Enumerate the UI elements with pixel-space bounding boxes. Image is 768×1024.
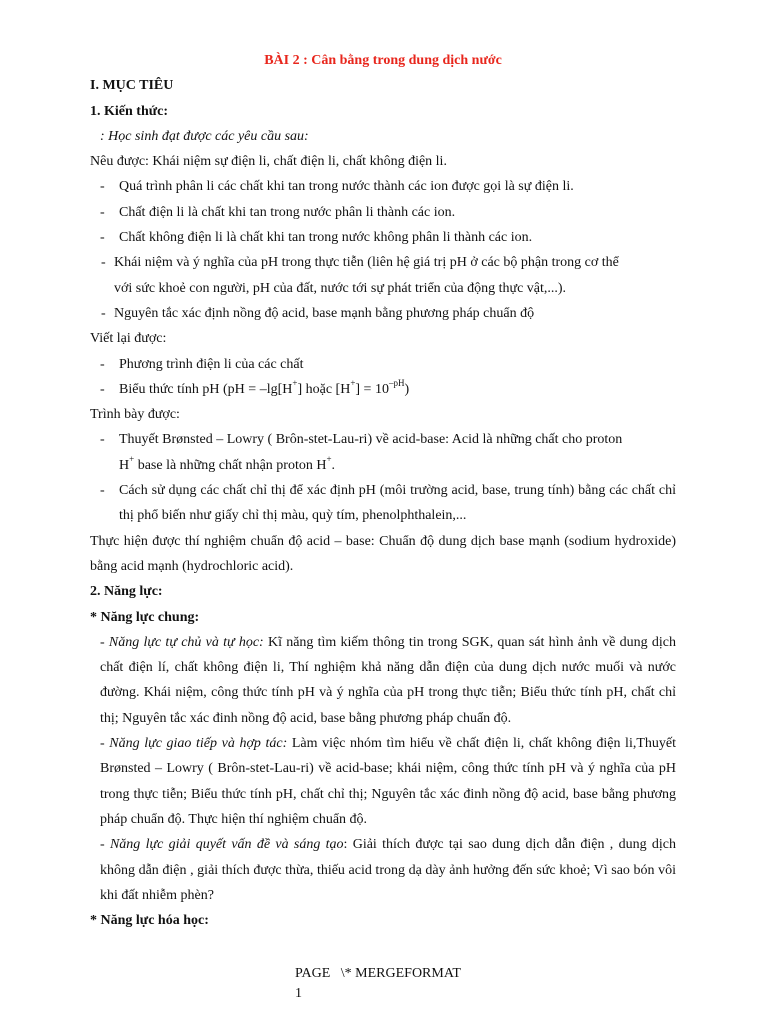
section-heading-objectives: I. MỤC TIÊU <box>90 78 174 94</box>
paragraph-self-study: - Năng lực tự chủ và tự học: Kĩ năng tìm kiếm thông tin trong SGK, quan sát hình ảnh về dung dịch chất điện lí, chất không điện li, Thí nghiệm khả năng dẫn điện của dung dịch nước muối và nước đường. Khái niệm, công thức tính pH và ý nghĩa của pH trong thực tiễn; Biểu thức tính pH, chất chỉ thị; Nguyên tắc xác đinh nồng độ acid, base bằng phương pháp chuẩn độ. <box>100 634 677 726</box>
paragraph-thuc-hien: Thực hiện được thí nghiệm chuẩn độ acid – base: Chuẩn độ dung dịch base mạnh (sodium hydroxide) bằng acid mạnh (hydrochloric acid). <box>90 533 676 574</box>
page-number: 1 <box>295 986 302 1001</box>
list-item: - Quá trình phân li các chất khi tan trong nước thành các ion được gọi là sự điện li. <box>100 179 574 195</box>
intro-requirements: : Học sinh đạt được các yêu cầu sau: <box>100 128 309 144</box>
subheading-competency: 2. Năng lực: <box>90 584 163 600</box>
paragraph-communication: - Năng lực giao tiếp và hợp tác: Làm việc nhóm tìm hiểu về chất điện li, chất không điện li,Thuyết Brønsted – Lowry ( Brôn-stet-Lau-ri) về acid-base; khái niệm, công thức tính pH và ý nghĩa của pH trong thực tiễn; Biểu thức tính pH, chất chỉ thị; Nguyên tắc xác đinh nồng độ acid, base bằng phương pháp chuẩn độ. Thực hiện thí nghiệm chuẩn độ. <box>100 736 676 827</box>
list-item: - Chất điện li là chất khi tan trong nước phân li thành các ion. <box>100 204 456 220</box>
paragraph-viet-lai: Viết lại được: <box>90 331 167 347</box>
list-item-indicator: - Cách sử dụng các chất chỉ thị để xác định pH (môi trường acid, base, trung tính) bằng các chất chỉ thị phổ biến như giấy chỉ thị màu, quỳ tím, phenolphthalein,... <box>100 483 676 524</box>
page-footer <box>295 964 461 1004</box>
list-item: - Chất không điện li là chất khi tan trong nước không phân li thành các ion. <box>100 230 533 246</box>
list-item-ph-formula: - Biểu thức tính pH (pH = –lg[H+] hoặc $[H^+] = 10^{-pH}$) <box>100 378 410 397</box>
list-item-titration: - Nguyên tắc xác định nồng độ acid, base mạnh bằng phương pháp chuẩn độ <box>101 305 535 321</box>
document-body <box>90 48 676 933</box>
list-item-bronsted: - Thuyết Brønsted – Lowry ( Brôn-stet-Lau-ri) về acid-base: Acid là những chất cho proton H+ base là những chất nhận proton H+. <box>100 432 623 473</box>
list-item: - Phương trình điện li của các chất <box>100 356 304 372</box>
list-item-ph-concept: - Khái niệm và ý nghĩa của pH trong thực tiễn (liên hệ giá trị pH ở các bộ phận trong cơ thể với sức khoẻ con người, pH của đất, nước tới sự phát triển của động thực vật,...). <box>101 255 619 296</box>
paragraph-trinh-bay: Trình bày được: <box>90 407 180 423</box>
heading-chemistry-competency: * Năng lực hóa học: <box>90 913 209 929</box>
lesson-title: BÀI 2 : Cân bằng trong dung dịch nước <box>264 53 502 68</box>
paragraph-problem-solving: - Năng lực giải quyết vấn đề và sáng tạo: Giải thích được tại sao dung dịch dẫn điện , dung dịch không dẫn điện , giải thích được thừa, thiếu acid trong dạ dày ảnh hưởng đến sức khoẻ; Vì sao bón vôi khi đất nhiễm phèn? <box>100 837 676 903</box>
heading-general-competency: * Năng lực chung: <box>90 609 200 625</box>
footer-field-code: PAGE \* MERGEFORMAT <box>295 966 461 981</box>
subheading-knowledge: 1. Kiến thức: <box>90 103 169 119</box>
paragraph-neu-duoc: Nêu được: Khái niệm sự điện li, chất điện li, chất không điện li. <box>90 154 447 170</box>
